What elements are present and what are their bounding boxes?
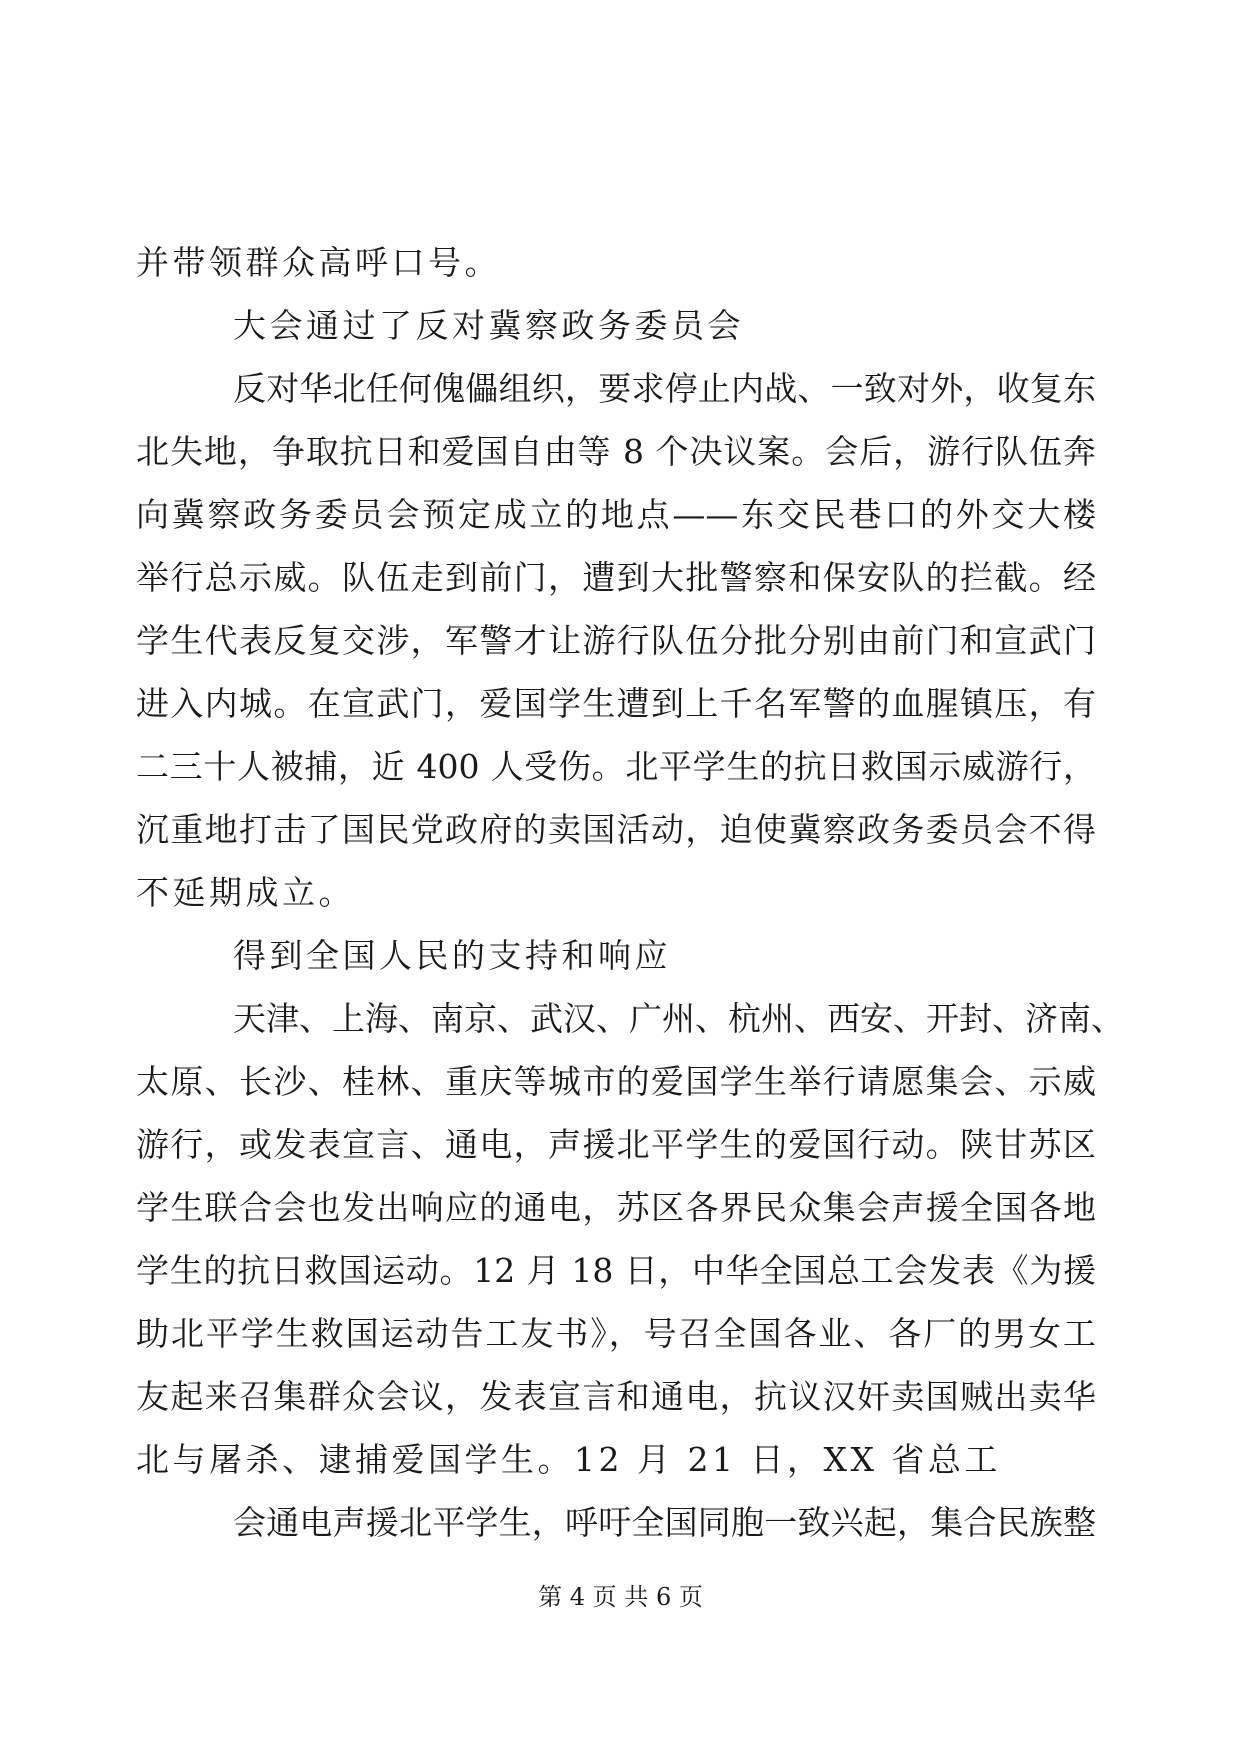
text-line: 不延期成立。 (136, 873, 355, 912)
text-line: 反对华北任何傀儡组织，要求停止内战、一致对外，收复东 (233, 369, 1096, 408)
text-line: 天津、上海、南京、武汉、广州、杭州、西安、开封、济南、 (233, 999, 1124, 1038)
text-line: 学生联合会也发出响应的通电，苏区各界民众集会声援全国各地 (136, 1188, 1096, 1227)
text-line: 太原、长沙、桂林、重庆等城市的爱国学生举行请愿集会、示威 (136, 1062, 1096, 1101)
text-line: 并带领群众高呼口号。 (136, 243, 501, 282)
text-line: 学生代表反复交涉，军警才让游行队伍分批分别由前门和宣武门 (136, 621, 1096, 660)
text-line: 向冀察政务委员会预定成立的地点——东交民巷口的外交大楼 (136, 495, 1096, 534)
text-line: 北与屠杀、逮捕爱国学生。12 月 21 日，XX 省总工 (136, 1440, 1001, 1479)
text-line: 友起来召集群众会议，发表宣言和通电，抗议汉奸卖国贼出卖华 (136, 1377, 1096, 1416)
text-line: 北失地，争取抗日和爱国自由等 8 个决议案。会后，游行队伍奔 (136, 432, 1096, 471)
document-body (136, 231, 1124, 1554)
text-line: 游行，或发表宣言、通电，声援北平学生的爱国行动。陕甘苏区 (136, 1125, 1096, 1164)
text-line: 学生的抗日救国运动。12 月 18 日，中华全国总工会发表《为援 (136, 1251, 1096, 1290)
page-number-footer: 第 4 页 共 6 页 (538, 1583, 703, 1611)
text-line: 助北平学生救国运动告工友书》，号召全国各业、各厂的男女工 (136, 1314, 1096, 1353)
text-line: 会通电声援北平学生，呼吁全国同胞一致兴起，集合民族整 (233, 1503, 1096, 1542)
text-line: 举行总示威。队伍走到前门，遭到大批警察和保安队的拦截。经 (136, 558, 1096, 597)
text-line: 二三十人被捕，近 400 人受伤。北平学生的抗日救国示威游行， (136, 747, 1096, 786)
text-line: 沉重地打击了国民党政府的卖国活动，迫使冀察政务委员会不得 (136, 810, 1096, 849)
text-line: 大会通过了反对冀察政务委员会 (233, 306, 744, 345)
text-line: 得到全国人民的支持和响应 (233, 936, 671, 975)
text-line: 进入内城。在宣武门，爱国学生遭到上千名军警的血腥镇压，有 (136, 684, 1096, 723)
